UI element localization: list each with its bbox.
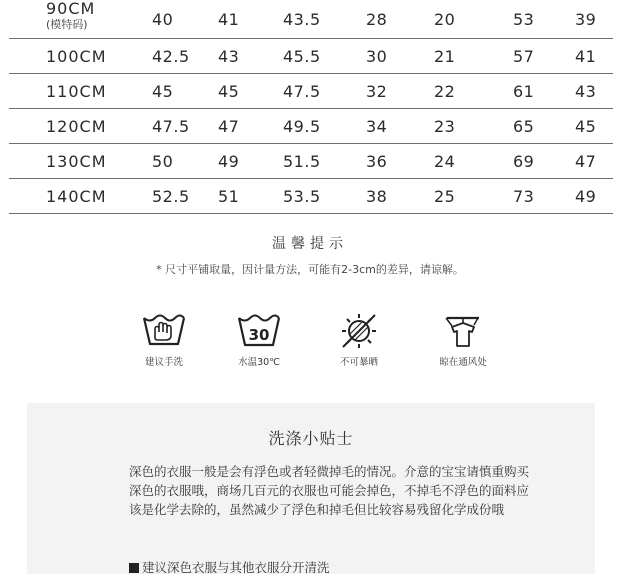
- size-row: [9, 74, 613, 109]
- measurement-cell: 41: [575, 46, 597, 66]
- shade-dry-icon: [440, 312, 486, 350]
- measurement-cell: 69: [513, 151, 535, 171]
- washing-tips-paragraph: 深色的衣服一般是会有浮色或者轻微掉毛的情况。介意的宝宝请慎重购买深色的衣服哦，商场几百元的衣服也可能会掉色，不掉毛不浮色的面料应该是化学去除的，虽然减少了浮色和掉毛但比较容易残留化学成份哦: [129, 464, 530, 517]
- measurement-cell: 47.5: [283, 81, 321, 101]
- measurement-cell: 65: [513, 116, 535, 136]
- washing-tips-box: [27, 403, 595, 574]
- measurement-cell: 61: [513, 81, 535, 101]
- size-label: 110CM: [46, 81, 107, 101]
- size-label: 140CM: [46, 186, 107, 206]
- measurement-cell: 43.5: [283, 9, 321, 29]
- measurement-cell: 52.5: [152, 186, 190, 206]
- size-label: [46, 1, 95, 30]
- washing-tips-bullet: [129, 558, 330, 576]
- tips-title: 温馨提示: [272, 236, 348, 252]
- svg-text:30: 30: [248, 326, 270, 344]
- measurement-cell: 49.5: [283, 116, 321, 136]
- measurement-cell: 28: [366, 9, 388, 29]
- measurement-cell: 49: [575, 186, 597, 206]
- measurement-cell: 42.5: [152, 46, 190, 66]
- measurement-cell: 45: [575, 116, 597, 136]
- care-label: 水温30℃: [238, 357, 280, 368]
- size-row: [9, 39, 613, 74]
- size-table: [9, 0, 613, 214]
- care-label: 不可暴晒: [339, 357, 378, 368]
- measurement-cell: 45: [218, 81, 240, 101]
- measurement-cell: 50: [152, 151, 174, 171]
- size-label: 120CM: [46, 116, 107, 136]
- measurement-cell: 51.5: [283, 151, 321, 171]
- measurement-cell: 47: [218, 116, 240, 136]
- care-item-wash-30: [214, 312, 304, 368]
- washing-tips-title: 洗涤小贴士: [268, 429, 354, 448]
- care-item-shade-dry: [418, 312, 508, 368]
- size-row: [9, 179, 613, 214]
- size-label: 130CM: [46, 151, 107, 171]
- measurement-cell: 38: [366, 186, 388, 206]
- measurement-cell: 49: [218, 151, 240, 171]
- tips-text: * 尺寸平铺取量，因计量方法，可能有2-3cm的差异，请谅解。: [156, 263, 464, 276]
- wash-30-icon: [236, 312, 282, 350]
- model-size-note: (模特码): [46, 18, 88, 31]
- washing-tips-bullet-text: 建议深色衣服与其他衣服分开清洗: [142, 560, 330, 575]
- size-row: [9, 0, 613, 39]
- size-row: [9, 144, 613, 179]
- care-item-hand-wash: [119, 312, 209, 368]
- measurement-cell: 32: [366, 81, 388, 101]
- measurement-cell: 30: [366, 46, 388, 66]
- care-item-no-sun: [314, 312, 404, 368]
- measurement-cell: 40: [152, 9, 174, 29]
- measurement-cell: 45: [152, 81, 174, 101]
- size-value: 90CM: [46, 0, 96, 18]
- measurement-cell: 43: [218, 46, 240, 66]
- measurement-cell: 47.5: [152, 116, 190, 136]
- measurement-cell: 22: [434, 81, 456, 101]
- measurement-cell: 23: [434, 116, 456, 136]
- no-sun-icon: [336, 312, 382, 350]
- measurement-cell: 24: [434, 151, 456, 171]
- bullet-square-icon: [129, 563, 139, 573]
- measurement-cell: 36: [366, 151, 388, 171]
- measurement-cell: 21: [434, 46, 456, 66]
- measurement-cell: 20: [434, 9, 456, 29]
- measurement-cell: 47: [575, 151, 597, 171]
- hand-wash-icon: [141, 312, 187, 350]
- measurement-cell: 25: [434, 186, 456, 206]
- measurement-cell: 43: [575, 81, 597, 101]
- measurement-cell: 73: [513, 186, 535, 206]
- care-label: 建议手洗: [144, 357, 183, 368]
- measurement-cell: 53.5: [283, 186, 321, 206]
- measurement-cell: 45.5: [283, 46, 321, 66]
- measurement-cell: 51: [218, 186, 240, 206]
- care-label: 晾在通风处: [439, 357, 487, 368]
- measurement-cell: 57: [513, 46, 535, 66]
- measurement-cell: 39: [575, 9, 597, 29]
- measurement-cell: 53: [513, 9, 535, 29]
- size-label: 100CM: [46, 46, 107, 66]
- size-row: [9, 109, 613, 144]
- measurement-cell: 34: [366, 116, 388, 136]
- measurement-cell: 41: [218, 9, 240, 29]
